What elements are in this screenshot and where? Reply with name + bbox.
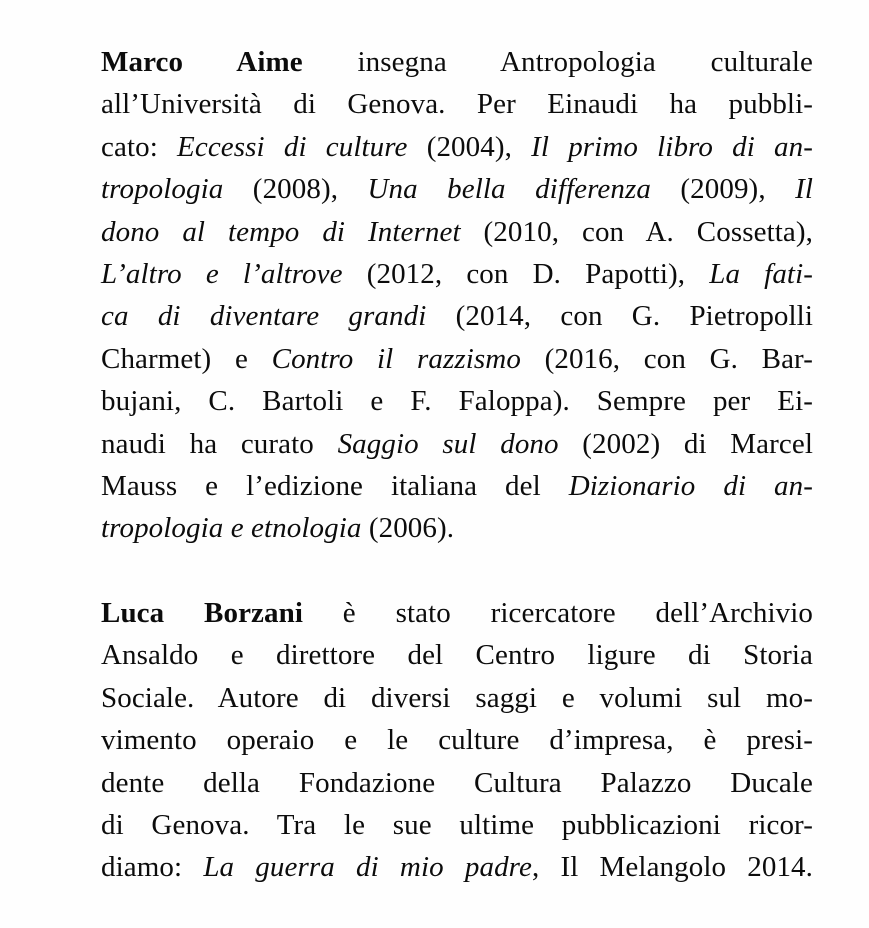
text-line: [101, 465, 813, 507]
text-segment-regular: (2014, con G. Pietropolli: [426, 300, 813, 333]
text-line: [101, 168, 813, 210]
text-segment-italic: Dizionario di an-: [568, 470, 813, 503]
text-segment-regular: naudi ha curato: [101, 427, 338, 460]
text-line: [101, 211, 813, 253]
text-segment-regular: Charmet) e: [101, 342, 272, 375]
text-segment-regular: (2009),: [650, 173, 796, 206]
text-segment-regular: , Il Melangolo 2014.: [531, 851, 814, 884]
text-segment-italic: Contro il razzismo: [271, 342, 521, 375]
text-segment-regular: (2004),: [407, 130, 532, 163]
text-segment-regular: insegna Antropologia culturale: [302, 46, 813, 78]
text-segment-regular: (2008),: [223, 173, 368, 206]
author-bio-luca-borzani: [101, 592, 813, 889]
text-segment-italic: Eccessi di culture: [177, 130, 408, 163]
text-segment-regular: (2016, con G. Bar-: [520, 342, 813, 375]
text-segment-italic: Una bella differenza: [367, 173, 651, 206]
text-line: [101, 719, 813, 761]
text-segment-italic: La fati-: [709, 258, 813, 291]
text-segment-bold: Marco Aime: [101, 46, 303, 78]
text-segment-italic: Il primo libro di an-: [531, 130, 813, 163]
text-line: [101, 41, 813, 83]
text-segment-regular: all’Università di Genova. Per Einaudi ha pubbli-: [101, 88, 813, 121]
text-segment-italic: Il: [795, 173, 814, 206]
text-segment-regular: (2006).: [361, 512, 455, 545]
text-segment-regular: dente della Fondazione Cultura Palazzo Ducale: [101, 766, 813, 799]
book-page: [101, 41, 813, 889]
text-line: [101, 338, 813, 380]
text-segment-regular: diamo:: [101, 851, 204, 884]
text-segment-regular: (2012, con D. Papotti),: [342, 258, 710, 291]
text-segment-regular: bujani, C. Bartoli e F. Faloppa). Sempre per Ei-: [101, 385, 813, 418]
text-segment-regular: vimento operaio e le culture d’impresa, è presi-: [101, 724, 813, 757]
text-line: [101, 83, 813, 125]
text-segment-italic: tropologia e etnologia: [101, 512, 362, 545]
author-bio-marco-aime: [101, 41, 813, 550]
text-line: [101, 762, 813, 804]
text-line: [101, 295, 813, 337]
text-segment-regular: è stato ricercatore dell’Archivio: [303, 596, 813, 629]
text-segment-regular: (2002) di Marcel: [558, 427, 814, 460]
text-segment-italic: ca di diventare grandi: [101, 300, 427, 333]
text-line: [101, 507, 813, 549]
text-segment-bold: Luca Borzani: [101, 596, 304, 629]
text-segment-regular: Ansaldo e direttore del Centro ligure di Storia: [101, 639, 813, 672]
text-line: [101, 126, 813, 168]
text-line: [101, 380, 813, 422]
text-line: [101, 253, 813, 295]
text-segment-italic: La guerra di mio padre: [203, 851, 532, 884]
text-segment-italic: dono al tempo di Internet: [101, 215, 461, 248]
text-segment-regular: (2010, con A. Cossetta),: [460, 215, 813, 248]
text-segment-italic: tropologia: [101, 173, 224, 206]
text-line: [101, 677, 813, 719]
text-segment-italic: L’altro e l’altrove: [101, 258, 343, 291]
text-segment-regular: cato:: [101, 130, 178, 163]
text-line: [101, 804, 813, 846]
text-line: [101, 592, 813, 634]
text-segment-regular: Mauss e l’edizione italiana del: [101, 470, 569, 503]
text-line: [101, 846, 813, 888]
text-line: [101, 423, 813, 465]
text-line: [101, 634, 813, 676]
text-segment-italic: Saggio sul dono: [337, 427, 559, 460]
text-segment-regular: di Genova. Tra le sue ultime pubblicazioni ricor-: [101, 808, 813, 841]
text-segment-regular: Sociale. Autore di diversi saggi e volumi sul mo-: [101, 681, 813, 714]
